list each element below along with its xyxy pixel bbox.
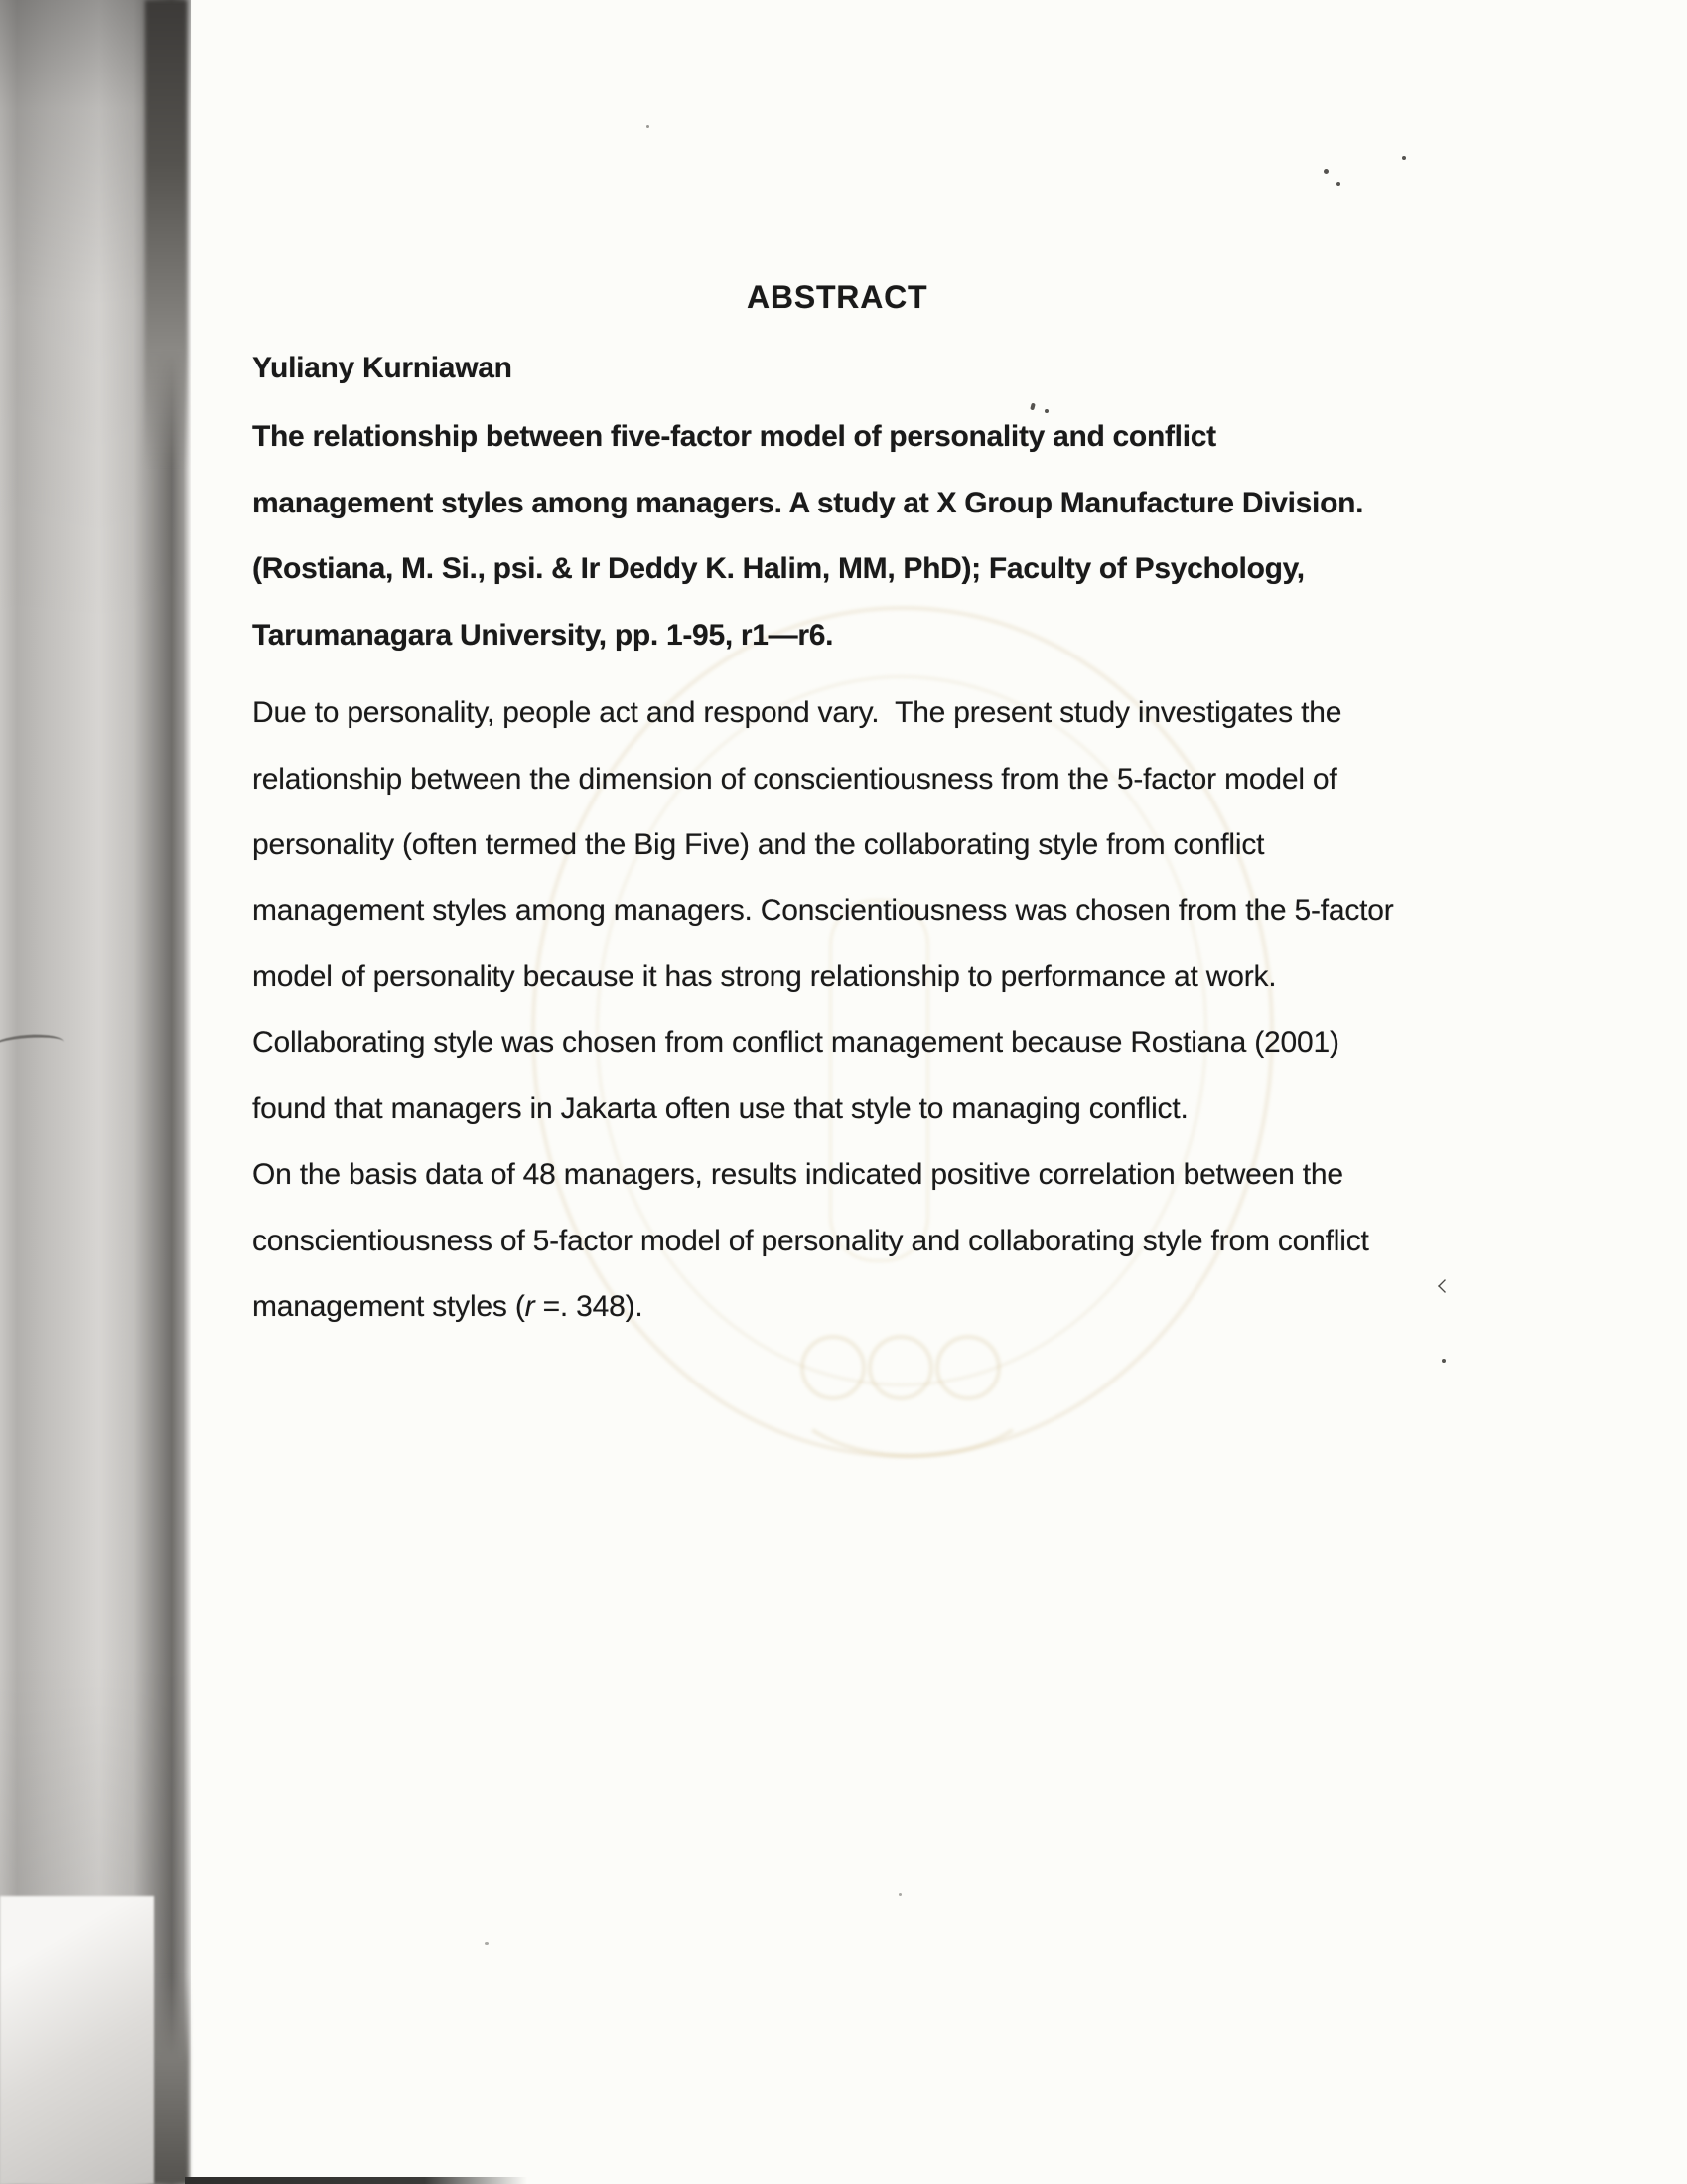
body-line-statistic	[252, 1288, 643, 1326]
correlation-symbol: r	[524, 1290, 535, 1323]
body-line: found that managers in Jakarta often use that style to managing conflict.	[252, 1092, 1189, 1125]
scan-speck	[1336, 182, 1340, 186]
scan-gutter-dark-edge-top	[145, 0, 187, 467]
scan-gutter-dark-edge-bottom	[149, 1975, 189, 2184]
watermark-center-shape-icon	[829, 899, 929, 1262]
watermark-ribbon-icon	[784, 1321, 1041, 1458]
thesis-title-line: The relationship between five-factor model of personality and conflict	[252, 420, 1216, 453]
body-line: personality (often termed the Big Five) and the collaborating style from conflict	[252, 828, 1265, 861]
thesis-title-line: (Rostiana, M. Si., psi. & Ir Deddy K. Halim, MM, PhD); Faculty of Psychology,	[252, 552, 1305, 585]
body-line-text: =. 348).	[534, 1290, 643, 1323]
body-line: conscientiousness of 5-factor model of personality and collaborating style from conflict	[252, 1225, 1369, 1257]
body-line-text: management styles (	[252, 1290, 525, 1323]
scan-gutter-light-corner	[0, 1896, 154, 2184]
scan-speck	[1324, 169, 1329, 174]
scan-speck	[485, 1942, 489, 1945]
scan-speck	[646, 125, 649, 128]
watermark-circle-icon	[935, 1335, 1001, 1400]
scan-speck	[1030, 403, 1036, 411]
scan-bottom-edge-artifact	[185, 2177, 527, 2184]
body-line: management styles among managers. Conscientiousness was chosen from the 5-factor	[252, 894, 1394, 927]
watermark-circle-icon	[800, 1335, 866, 1400]
scan-mark-artifact	[1438, 1279, 1452, 1293]
body-line: Due to personality, people act and respond vary. The present study investigates the	[252, 696, 1342, 729]
body-line: On the basis data of 48 managers, results indicated positive correlation between the	[252, 1158, 1343, 1191]
watermark-circle-icon	[868, 1335, 933, 1400]
body-line: Collaborating style was chosen from conflict management because Rostiana (2001)	[252, 1026, 1339, 1059]
scan-speck	[899, 1893, 902, 1896]
author-name: Yuliany Kurniawan	[252, 352, 512, 384]
thesis-title-line: Tarumanagara University, pp. 1-95, r1—r6.	[252, 619, 834, 652]
body-line: relationship between the dimension of conscientiousness from the 5-factor model of	[252, 763, 1337, 796]
page-title: ABSTRACT	[747, 279, 928, 315]
scan-speck	[1442, 1359, 1446, 1363]
body-line: model of personality because it has strong relationship to performance at work.	[252, 960, 1277, 993]
thesis-title-line: management styles among managers. A study at X Group Manufacture Division.	[252, 487, 1364, 519]
scan-speck	[1402, 156, 1406, 160]
scan-speck	[1045, 409, 1049, 413]
